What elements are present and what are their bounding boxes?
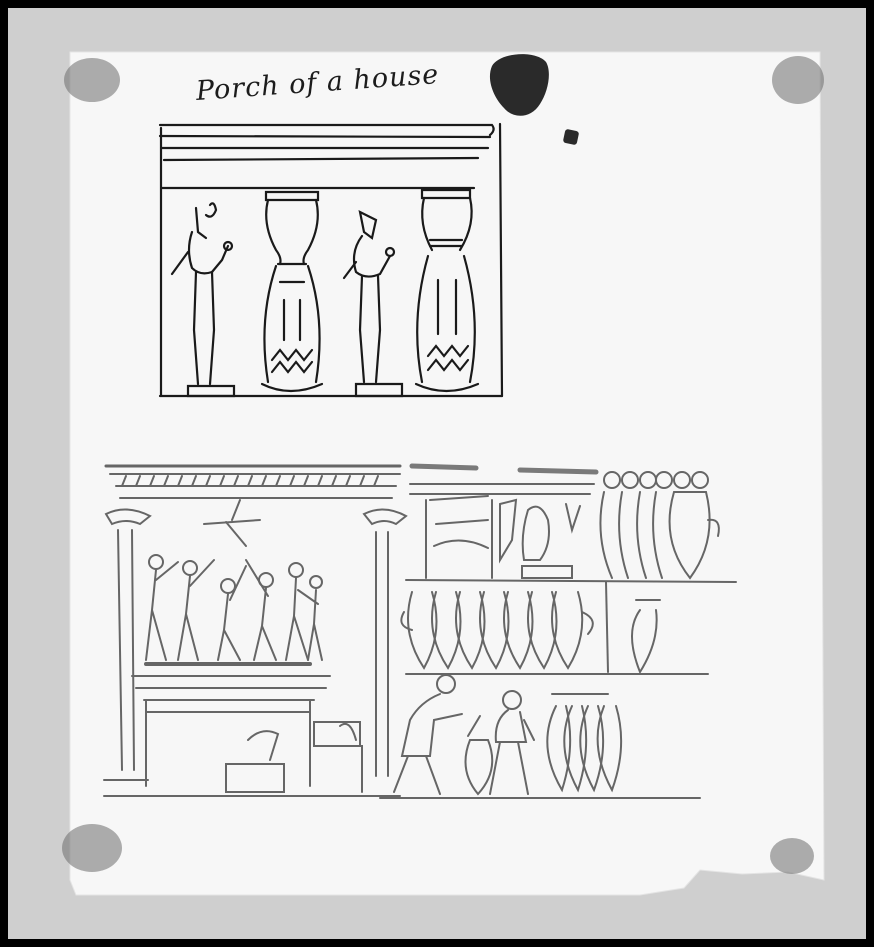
sketch-caption: Porch of a house bbox=[194, 59, 441, 107]
